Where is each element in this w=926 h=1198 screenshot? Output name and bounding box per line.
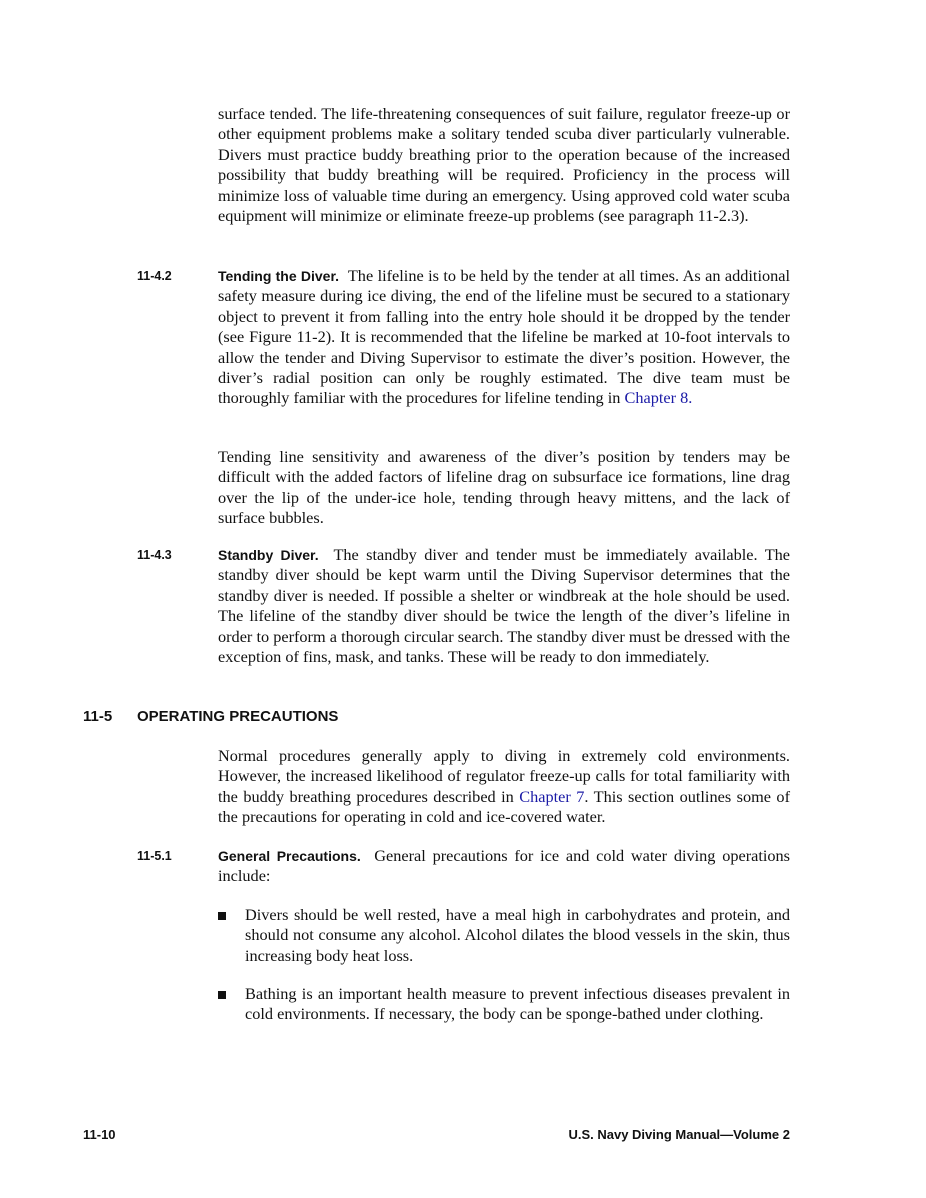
standby-diver-text: The standby diver and tender must be immediately available. The standby diver should be kept warm until the Diving Supervisor determines that the standby diver is needed. If possible a shelter or windbreak at the hole should be used. The lifeline of the standby diver should be twice the length of the diver’s lifeline in order to perform a thorough circular search. The standby diver must be dressed with the exception of fins, mask, and tanks. These will be ready to don immediately.: [218, 545, 791, 667]
subsection-heading-standby-diver: Standby Diver.: [218, 547, 319, 563]
subsection-number-11-4-2: 11-4.2: [137, 269, 172, 283]
subsection-heading-general-precautions: General Precautions.: [218, 848, 361, 864]
subsection-heading-tending-the-diver: Tending the Diver.: [218, 268, 340, 284]
tending-line-sensitivity-paragraph: Tending line sensitivity and awareness of the diver’s position by tenders may be difficult with the added factors of lifeline drag on subsurface ice formations, line drag over the lip of the under-ice hole, tending through heavy mittens, and the lack of surface bubbles.: [218, 447, 790, 528]
tending-paragraph-text: The lifeline is to be held by the tender at all times. As an additional safety measure during ice diving, the end of the lifeline must be secured to a stationary object to prevent it from falling into the entry hole should it be dropped by the tender (see Figure 11-2). It is recommended that the lifeline be marked at 10-foot intervals to allow the tender and Diving Supervisor to estimate the diver’s position. However, the diver’s radial position can only be roughly estimated. The dive team must be thoroughly familiar with the procedures for lifeline tending in: [218, 266, 790, 408]
subsection-11-5-1-paragraph: [218, 846, 790, 887]
general-precautions-text: General precautions for ice and cold water diving operations include:: [218, 846, 791, 886]
section-title-operating-precautions: OPERATING PRECAUTIONS: [137, 708, 339, 725]
operating-precautions-paragraph: [218, 746, 790, 828]
chapter-8-link[interactable]: Chapter 8: [624, 388, 689, 408]
list-item: [218, 905, 790, 966]
chapter-8-link-period: .: [688, 388, 693, 408]
square-bullet-icon: [218, 991, 226, 999]
continuation-paragraph: surface tended. The life-threatening consequences of suit failure, regulator freeze-up or other equipment problems make a solitary tended scuba diver particularly vulnerable. Divers must practice buddy breathing prior to the operation because of the increased possibility that buddy breathing will be required. Proficiency in the process will minimize loss of valuable time during an emergency. Using approved cold water scuba equipment will minimize or eliminate freeze-up problems (see paragraph 11-2.3).: [218, 104, 790, 226]
section-number-11-5: 11-5: [83, 708, 113, 725]
bullet-text: Divers should be well rested, have a meal high in carbohydrates and protein, and should not consume any alcohol. Alcohol dilates the blood vessels in the skin, thus increasing body heat loss.: [245, 905, 790, 965]
subsection-11-4-2-paragraph: [218, 266, 790, 409]
subsection-number-11-4-3: 11-4.3: [137, 548, 172, 562]
list-item: [218, 984, 790, 1025]
operating-precautions-text: Normal procedures generally apply to diving in extremely cold environments. However, the increased likelihood of regulator freeze-up calls for total familiarity with the buddy breathing procedures described in: [218, 746, 790, 806]
footer-title: U.S. Navy Diving Manual—Volume 2: [568, 1127, 790, 1142]
subsection-number-11-5-1: 11-5.1: [137, 849, 172, 863]
footer-page-number: 11-10: [83, 1127, 116, 1142]
subsection-11-4-3-paragraph: [218, 545, 790, 667]
square-bullet-icon: [218, 912, 226, 920]
operating-precautions-text-end: . This section outlines some of the precautions for operating in cold and ice-covered water.: [218, 786, 790, 827]
bullet-text: Bathing is an important health measure to prevent infectious diseases prevalent in cold environments. If necessary, the body can be sponge-bathed under clothing.: [245, 984, 790, 1024]
chapter-7-link[interactable]: Chapter 7: [519, 786, 585, 806]
